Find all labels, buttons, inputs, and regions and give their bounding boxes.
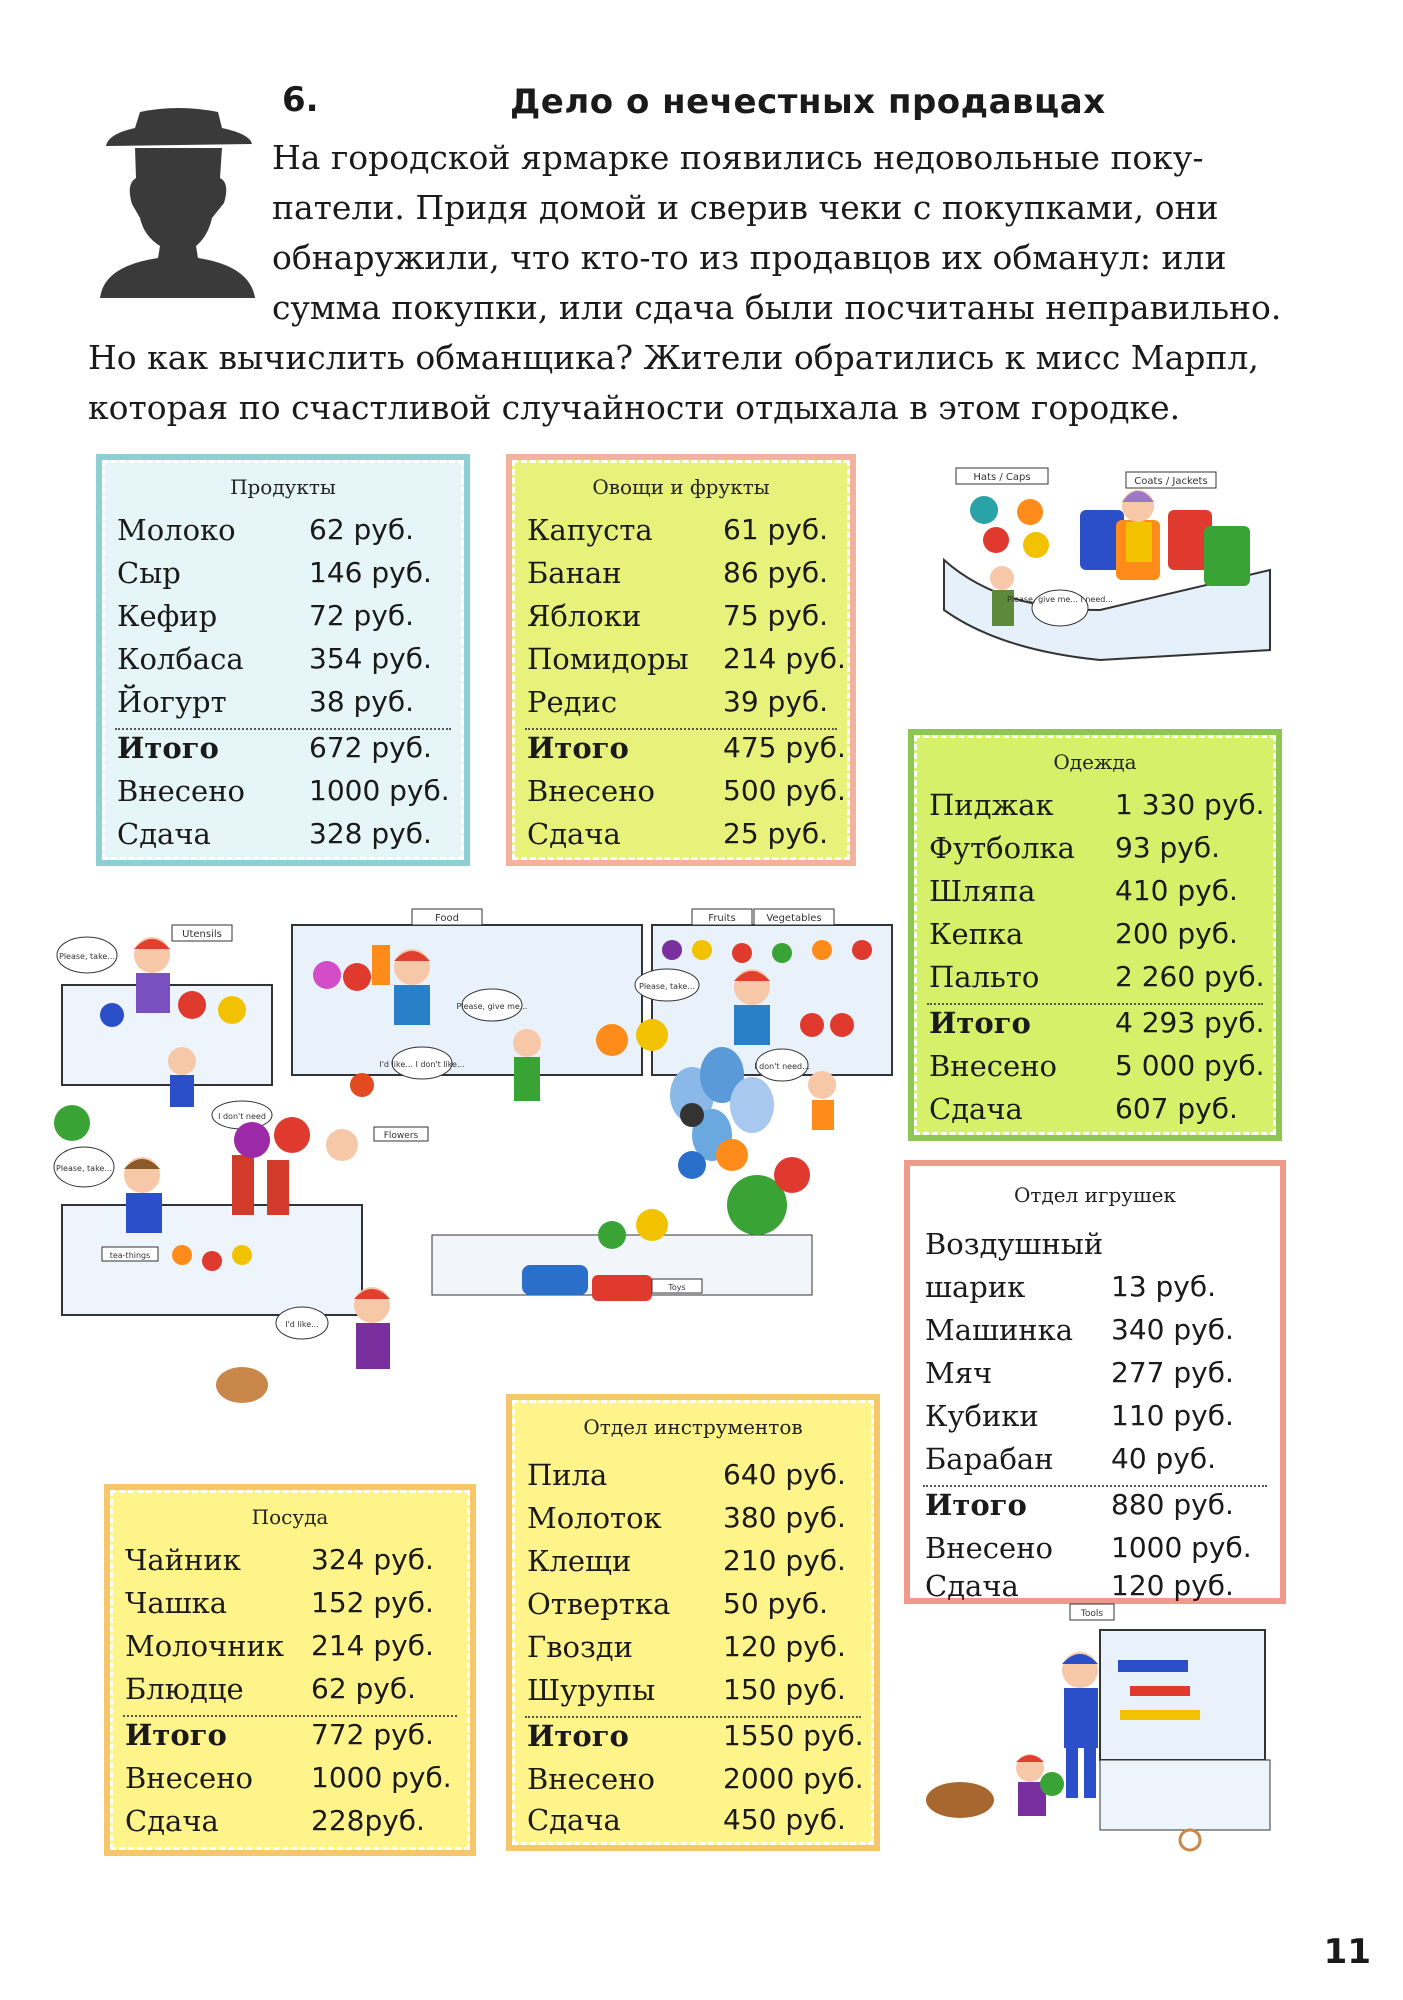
receipt-row bbox=[125, 1672, 457, 1715]
item-price: 13 руб. bbox=[1111, 1270, 1217, 1303]
receipt-row bbox=[527, 642, 846, 685]
receipt-ovoshchi bbox=[512, 460, 850, 860]
receipt-row bbox=[925, 1399, 1267, 1442]
task-title: Дело о нечестных продавцах bbox=[510, 82, 1106, 122]
receipt-total-row bbox=[527, 731, 846, 774]
item-price: 354 руб. bbox=[309, 642, 432, 675]
change-label: Сдача bbox=[527, 1803, 621, 1837]
item-price: 410 руб. bbox=[1115, 874, 1238, 907]
item-price: 152 руб. bbox=[311, 1586, 434, 1619]
receipt-paid-row bbox=[527, 774, 846, 817]
change-value: 120 руб. bbox=[1111, 1569, 1234, 1602]
dont-need-bubble: I don't need... bbox=[754, 1062, 810, 1071]
receipt-row bbox=[527, 1630, 861, 1673]
intro-line: обнаружили, что кто-то из продавцов их обманул: или bbox=[272, 238, 1227, 277]
item-price: 93 руб. bbox=[1115, 831, 1221, 864]
item-name: Шурупы bbox=[527, 1673, 656, 1707]
total-value: 1550 руб. bbox=[723, 1719, 864, 1752]
item-name: Машинка bbox=[925, 1313, 1074, 1347]
item-price: 40 руб. bbox=[1111, 1442, 1217, 1475]
item-name: Молоток bbox=[527, 1501, 662, 1535]
receipt-divider bbox=[115, 728, 451, 730]
receipt-row bbox=[527, 513, 837, 556]
total-value: 475 руб. bbox=[723, 731, 846, 764]
item-price: 340 руб. bbox=[1111, 1313, 1234, 1346]
change-value: 228руб. bbox=[311, 1804, 425, 1837]
total-label: Итого bbox=[125, 1718, 227, 1752]
receipt-divider bbox=[525, 728, 837, 730]
paid-label: Внесено bbox=[125, 1761, 253, 1795]
item-price: 200 руб. bbox=[1115, 917, 1238, 950]
item-name: Шляпа bbox=[929, 874, 1036, 908]
receipt-row bbox=[929, 874, 1263, 917]
receipt-title: Отдел инструментов bbox=[583, 1415, 803, 1439]
receipt-title: Овощи и фрукты bbox=[592, 475, 770, 499]
receipt-row bbox=[117, 599, 451, 642]
receipt-row bbox=[125, 1629, 457, 1672]
item-name: Клещи bbox=[527, 1544, 632, 1578]
item-name: Пила bbox=[527, 1458, 608, 1492]
item-name: Чайник bbox=[125, 1543, 241, 1577]
change-label: Сдача bbox=[117, 817, 211, 851]
paid-value: 1000 руб. bbox=[309, 774, 450, 807]
item-price: 214 руб. bbox=[723, 642, 846, 675]
item-price: 1 330 руб. bbox=[1115, 788, 1265, 821]
item-name: Колбаса bbox=[117, 642, 244, 676]
receipt-row bbox=[527, 599, 837, 642]
task-number: 6. bbox=[282, 80, 319, 120]
receipt-total-row bbox=[117, 731, 451, 774]
item-price: 62 руб. bbox=[311, 1672, 417, 1705]
receipt-change-row bbox=[527, 1803, 861, 1846]
change-label: Сдача bbox=[125, 1804, 219, 1838]
receipt-title: Посуда bbox=[251, 1505, 329, 1529]
receipt-divider bbox=[525, 1716, 861, 1718]
change-value: 450 руб. bbox=[723, 1803, 846, 1836]
flowers-sign: Flowers bbox=[383, 1131, 419, 1141]
receipt-igrushki bbox=[910, 1166, 1280, 1603]
paid-label: Внесено bbox=[117, 774, 245, 808]
paid-label: Внесено bbox=[929, 1049, 1057, 1083]
item-price: 277 руб. bbox=[1111, 1356, 1234, 1389]
receipt-posuda bbox=[110, 1490, 470, 1850]
receipt-row bbox=[117, 642, 451, 685]
item-name: Футболка bbox=[929, 831, 1075, 865]
item-name: Яблоки bbox=[527, 599, 642, 633]
intro-line: патели. Придя домой и сверив чеки с покупками, они bbox=[272, 188, 1219, 227]
id-like-bubble: I'd like... I don't like... bbox=[379, 1060, 465, 1069]
item-name: Блюдце bbox=[125, 1672, 244, 1706]
receipt-paid-row bbox=[125, 1761, 457, 1804]
please-take-bubble: Please, take... bbox=[639, 982, 695, 991]
item-name: Кубики bbox=[925, 1399, 1039, 1433]
receipt-row bbox=[117, 556, 451, 599]
change-value: 328 руб. bbox=[309, 817, 432, 850]
item-price: 380 руб. bbox=[723, 1501, 846, 1534]
item-name: Кефир bbox=[117, 599, 218, 633]
receipt-divider bbox=[927, 1003, 1263, 1005]
item-name: Помидоры bbox=[527, 642, 689, 676]
item-price: 62 руб. bbox=[309, 513, 415, 546]
receipt-row bbox=[527, 1673, 861, 1716]
paid-label: Внесено bbox=[925, 1531, 1053, 1565]
paid-value: 1000 руб. bbox=[311, 1761, 452, 1794]
receipt-row bbox=[925, 1442, 1267, 1485]
receipt-change-row bbox=[527, 817, 837, 860]
item-name: Банан bbox=[527, 556, 622, 590]
paid-label: Внесено bbox=[527, 774, 655, 808]
receipt-row bbox=[929, 917, 1263, 960]
paid-label: Внесено bbox=[527, 1762, 655, 1796]
item-name: Пиджак bbox=[929, 788, 1054, 822]
food-sign: Food bbox=[435, 913, 459, 924]
item-name: Йогурт bbox=[117, 685, 227, 719]
total-value: 772 руб. bbox=[311, 1718, 434, 1751]
intro-line: Но как вычислить обманщика? Жители обратились к мисс Марпл, bbox=[88, 338, 1259, 377]
clothing-stall-illustration bbox=[940, 450, 1280, 665]
receipt-row bbox=[929, 788, 1263, 831]
item-price: 324 руб. bbox=[311, 1543, 434, 1576]
item-name: Барабан bbox=[925, 1442, 1054, 1476]
change-label: Сдача bbox=[925, 1569, 1019, 1603]
receipt-total-row bbox=[929, 1006, 1263, 1049]
paid-value: 500 руб. bbox=[723, 774, 846, 807]
market-illustration bbox=[52, 905, 904, 1425]
receipt-row bbox=[925, 1270, 1267, 1313]
receipt-divider bbox=[923, 1485, 1267, 1487]
dont-need-bubble: I don't need bbox=[218, 1112, 266, 1121]
total-label: Итого bbox=[527, 731, 629, 765]
please-give-bubble: Please, give me... bbox=[456, 1002, 528, 1011]
receipt-paid-row bbox=[929, 1049, 1263, 1092]
utensils-sign: Utensils bbox=[182, 929, 222, 940]
receipt-odezhda bbox=[914, 735, 1276, 1135]
receipt-title: Одежда bbox=[1053, 750, 1137, 774]
receipt-title: Отдел игрушек bbox=[1014, 1183, 1176, 1207]
fruits-sign: Fruits bbox=[708, 913, 736, 924]
item-name: Воздушный bbox=[925, 1227, 1104, 1261]
please-give-bubble: Please, give me... I need... bbox=[1007, 595, 1113, 604]
item-price: 210 руб. bbox=[723, 1544, 846, 1577]
receipt-paid-row bbox=[117, 774, 451, 817]
receipt-row bbox=[925, 1313, 1267, 1356]
receipt-paid-row bbox=[527, 1762, 864, 1805]
receipt-paid-row bbox=[925, 1531, 1267, 1574]
receipt-divider bbox=[123, 1715, 457, 1717]
item-name: Кепка bbox=[929, 917, 1024, 951]
coats-sign: Coats / Jackets bbox=[1134, 476, 1208, 487]
item-name: Отвертка bbox=[527, 1587, 671, 1621]
total-label: Итого bbox=[925, 1488, 1027, 1522]
change-label: Сдача bbox=[929, 1092, 1023, 1126]
item-price: 110 руб. bbox=[1111, 1399, 1234, 1432]
item-name: Редис bbox=[527, 685, 618, 719]
receipt-row bbox=[117, 685, 451, 728]
receipt-row bbox=[925, 1356, 1267, 1399]
item-price: 39 руб. bbox=[723, 685, 829, 718]
item-price: 61 руб. bbox=[723, 513, 829, 546]
item-name: шарик bbox=[925, 1270, 1026, 1304]
receipt-total-row bbox=[527, 1719, 864, 1762]
vegetables-sign: Vegetables bbox=[766, 913, 822, 924]
receipt-row bbox=[527, 556, 837, 599]
please-take-bubble: Please, take... bbox=[59, 952, 115, 961]
total-label: Итого bbox=[117, 731, 219, 765]
total-value: 672 руб. bbox=[309, 731, 432, 764]
item-price: 146 руб. bbox=[309, 556, 432, 589]
intro-line: На городской ярмарке появились недовольные поку- bbox=[272, 138, 1204, 177]
id-like-bubble: I'd like... bbox=[285, 1320, 319, 1329]
receipt-total-row bbox=[125, 1718, 457, 1761]
page-number: 11 bbox=[1323, 1932, 1371, 1972]
item-name: Молочник bbox=[125, 1629, 284, 1663]
change-label: Сдача bbox=[527, 817, 621, 851]
paid-value: 2000 руб. bbox=[723, 1762, 864, 1795]
hats-sign: Hats / Caps bbox=[973, 472, 1031, 483]
intro-line: сумма покупки, или сдача были посчитаны неправильно. bbox=[272, 288, 1282, 327]
receipt-row bbox=[929, 960, 1263, 1003]
paid-value: 1000 руб. bbox=[1111, 1531, 1252, 1564]
item-price: 214 руб. bbox=[311, 1629, 434, 1662]
item-price: 120 руб. bbox=[723, 1630, 846, 1663]
intro-line: которая по счастливой случайности отдыхала в этом городке. bbox=[88, 388, 1181, 427]
receipt-produkty bbox=[102, 460, 464, 860]
item-name: Молоко bbox=[117, 513, 236, 547]
receipt-row bbox=[117, 513, 451, 556]
total-label: Итого bbox=[527, 1719, 629, 1753]
tea-things-sign: tea-things bbox=[109, 1251, 151, 1260]
item-name: Пальто bbox=[929, 960, 1040, 994]
item-price: 640 руб. bbox=[723, 1458, 846, 1491]
total-value: 880 руб. bbox=[1111, 1488, 1234, 1521]
item-price: 150 руб. bbox=[723, 1673, 846, 1706]
item-price: 2 260 руб. bbox=[1115, 960, 1265, 993]
receipt-title: Продукты bbox=[230, 475, 336, 499]
item-price: 72 руб. bbox=[309, 599, 415, 632]
item-name: Мяч bbox=[925, 1356, 993, 1390]
please-take-bubble: Please, take... bbox=[56, 1164, 112, 1173]
total-label: Итого bbox=[929, 1006, 1031, 1040]
paid-value: 5 000 руб. bbox=[1115, 1049, 1265, 1082]
item-price: 75 руб. bbox=[723, 599, 829, 632]
receipt-row bbox=[527, 1544, 861, 1587]
receipt-change-row bbox=[125, 1804, 457, 1847]
receipt-row bbox=[925, 1227, 1267, 1270]
receipt-change-row bbox=[925, 1569, 1267, 1603]
change-value: 607 руб. bbox=[1115, 1092, 1238, 1125]
item-name: Гвозди bbox=[527, 1630, 633, 1664]
item-name: Сыр bbox=[117, 556, 181, 590]
change-value: 25 руб. bbox=[723, 817, 829, 850]
receipt-total-row bbox=[925, 1488, 1267, 1531]
receipt-row bbox=[527, 685, 837, 728]
receipt-row bbox=[125, 1543, 457, 1586]
receipt-change-row bbox=[117, 817, 451, 860]
detective-silhouette-icon bbox=[100, 108, 255, 298]
receipt-row bbox=[527, 1458, 861, 1501]
item-price: 50 руб. bbox=[723, 1587, 829, 1620]
receipt-row bbox=[125, 1586, 457, 1629]
receipt-row bbox=[929, 831, 1263, 874]
item-name: Чашка bbox=[125, 1586, 228, 1620]
receipt-instrumenty bbox=[512, 1400, 874, 1845]
item-price: 38 руб. bbox=[309, 685, 415, 718]
receipt-row bbox=[527, 1501, 861, 1544]
item-name: Капуста bbox=[527, 513, 653, 547]
item-price: 86 руб. bbox=[723, 556, 829, 589]
receipt-row bbox=[527, 1587, 861, 1630]
tools-sign: Tools bbox=[1080, 1609, 1104, 1619]
total-value: 4 293 руб. bbox=[1115, 1006, 1265, 1039]
receipt-change-row bbox=[929, 1092, 1263, 1135]
toys-sign: Toys bbox=[668, 1283, 686, 1292]
tools-stall-illustration bbox=[880, 1600, 1280, 1855]
